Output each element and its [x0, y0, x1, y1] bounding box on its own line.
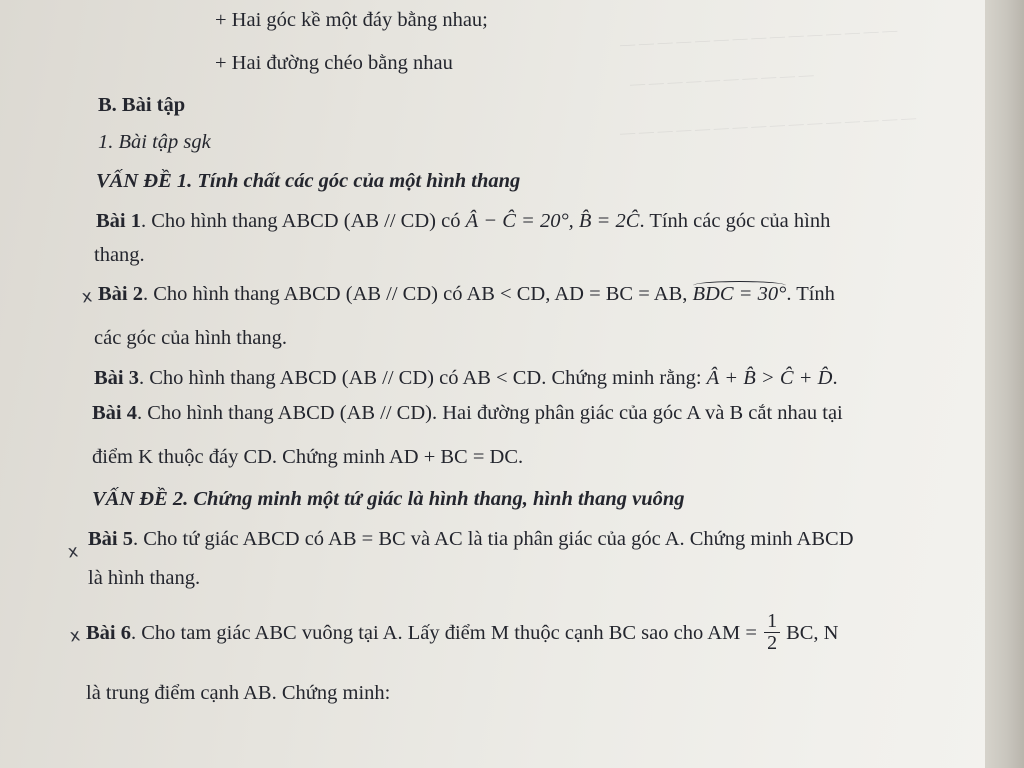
bullet-diagonals: + Hai đường chéo bằng nhau [215, 52, 453, 74]
exercise-6 [86, 610, 839, 656]
exercise-6-continued: là trung điểm cạnh AB. Chứng minh: [86, 682, 391, 704]
exercise-text: . Cho hình thang ABCD (AB // CD) có AB < CD, AD = BC = AB, [143, 283, 693, 305]
exercise-text: . Cho tam giác ABC vuông tại A. Lấy điểm M thuộc cạnh BC sao cho AM = [131, 622, 763, 645]
exercise-text: . Cho tứ giác ABCD có AB = BC và AC là tia phân giác của góc A. Chứng minh ABCD [133, 528, 854, 550]
subsection-heading: 1. Bài tập sgk [98, 131, 211, 153]
bullet-angles: + Hai góc kề một đáy bằng nhau; [215, 9, 488, 31]
section-heading: B. Bài tập [98, 94, 186, 116]
exercise-label: Bài 2 [98, 283, 143, 305]
exercise-label: Bài 1 [96, 210, 141, 232]
page-edge-shadow [985, 0, 1024, 768]
fraction [764, 611, 780, 654]
exercise-3: Bài 3. Cho hình thang ABCD (AB // CD) có AB < CD. Chứng minh rằng: Â + B̂ > Ĉ + D̂. [94, 367, 838, 389]
exercise-5-continued: là hình thang. [88, 567, 201, 589]
exercise-2 [98, 283, 835, 307]
show-through-text: — — — — — — — — — — [629, 67, 815, 93]
show-through-text: — — — — — — — — — — — — — — — [619, 22, 898, 54]
exercise-4-continued: điểm K thuộc đáy CD. Chứng minh AD + BC = DC. [92, 446, 524, 468]
exercise-math: Â − Ĉ = 20°, B̂ = 2Ĉ [465, 210, 640, 232]
handwritten-x-mark: x [66, 541, 80, 563]
exercise-text: . Cho hình thang ABCD (AB // CD). Hai đường phân giác của góc A và B cắt nhau tại [137, 402, 843, 424]
exercise-1 [96, 210, 830, 234]
exercise-text: . Cho hình thang ABCD (AB // CD) có [141, 210, 466, 232]
topic-heading-2: VẤN ĐỀ 2. Chứng minh một tứ giác là hình thang, hình thang vuông [92, 488, 685, 510]
exercise-text: . Tính [786, 283, 835, 305]
show-through-text: — — — — — — — — — — — — — — — — [619, 110, 917, 142]
exercise-text: . Cho hình thang ABCD (AB // CD) có AB < CD. Chứng minh rằng: [139, 367, 707, 389]
exercise-label: Bài 6 [86, 622, 131, 645]
exercise-text: . Tính các góc của hình [639, 210, 831, 232]
exercise-label: Bài 5 [88, 528, 133, 550]
handwritten-x-mark: x [68, 625, 82, 647]
exercise-math: BDC = 30° [692, 283, 787, 305]
topic-heading-1: VẤN ĐỀ 1. Tính chất các góc của một hình thang [96, 170, 521, 192]
exercise-2-continued: các góc của hình thang. [94, 327, 287, 349]
exercise-5 [88, 528, 854, 552]
fraction-numerator: 1 [764, 611, 780, 633]
handwritten-x-mark: x [80, 286, 94, 308]
exercise-text: BC, N [786, 622, 839, 645]
exercise-1-continued: thang. [94, 244, 145, 266]
fraction-denominator: 2 [767, 632, 778, 654]
exercise-math: Â + B̂ > Ĉ + D̂ [706, 367, 833, 389]
exercise-label: Bài 4 [92, 402, 137, 424]
exercise-label: Bài 3 [94, 367, 139, 389]
exercise-4 [92, 402, 843, 426]
